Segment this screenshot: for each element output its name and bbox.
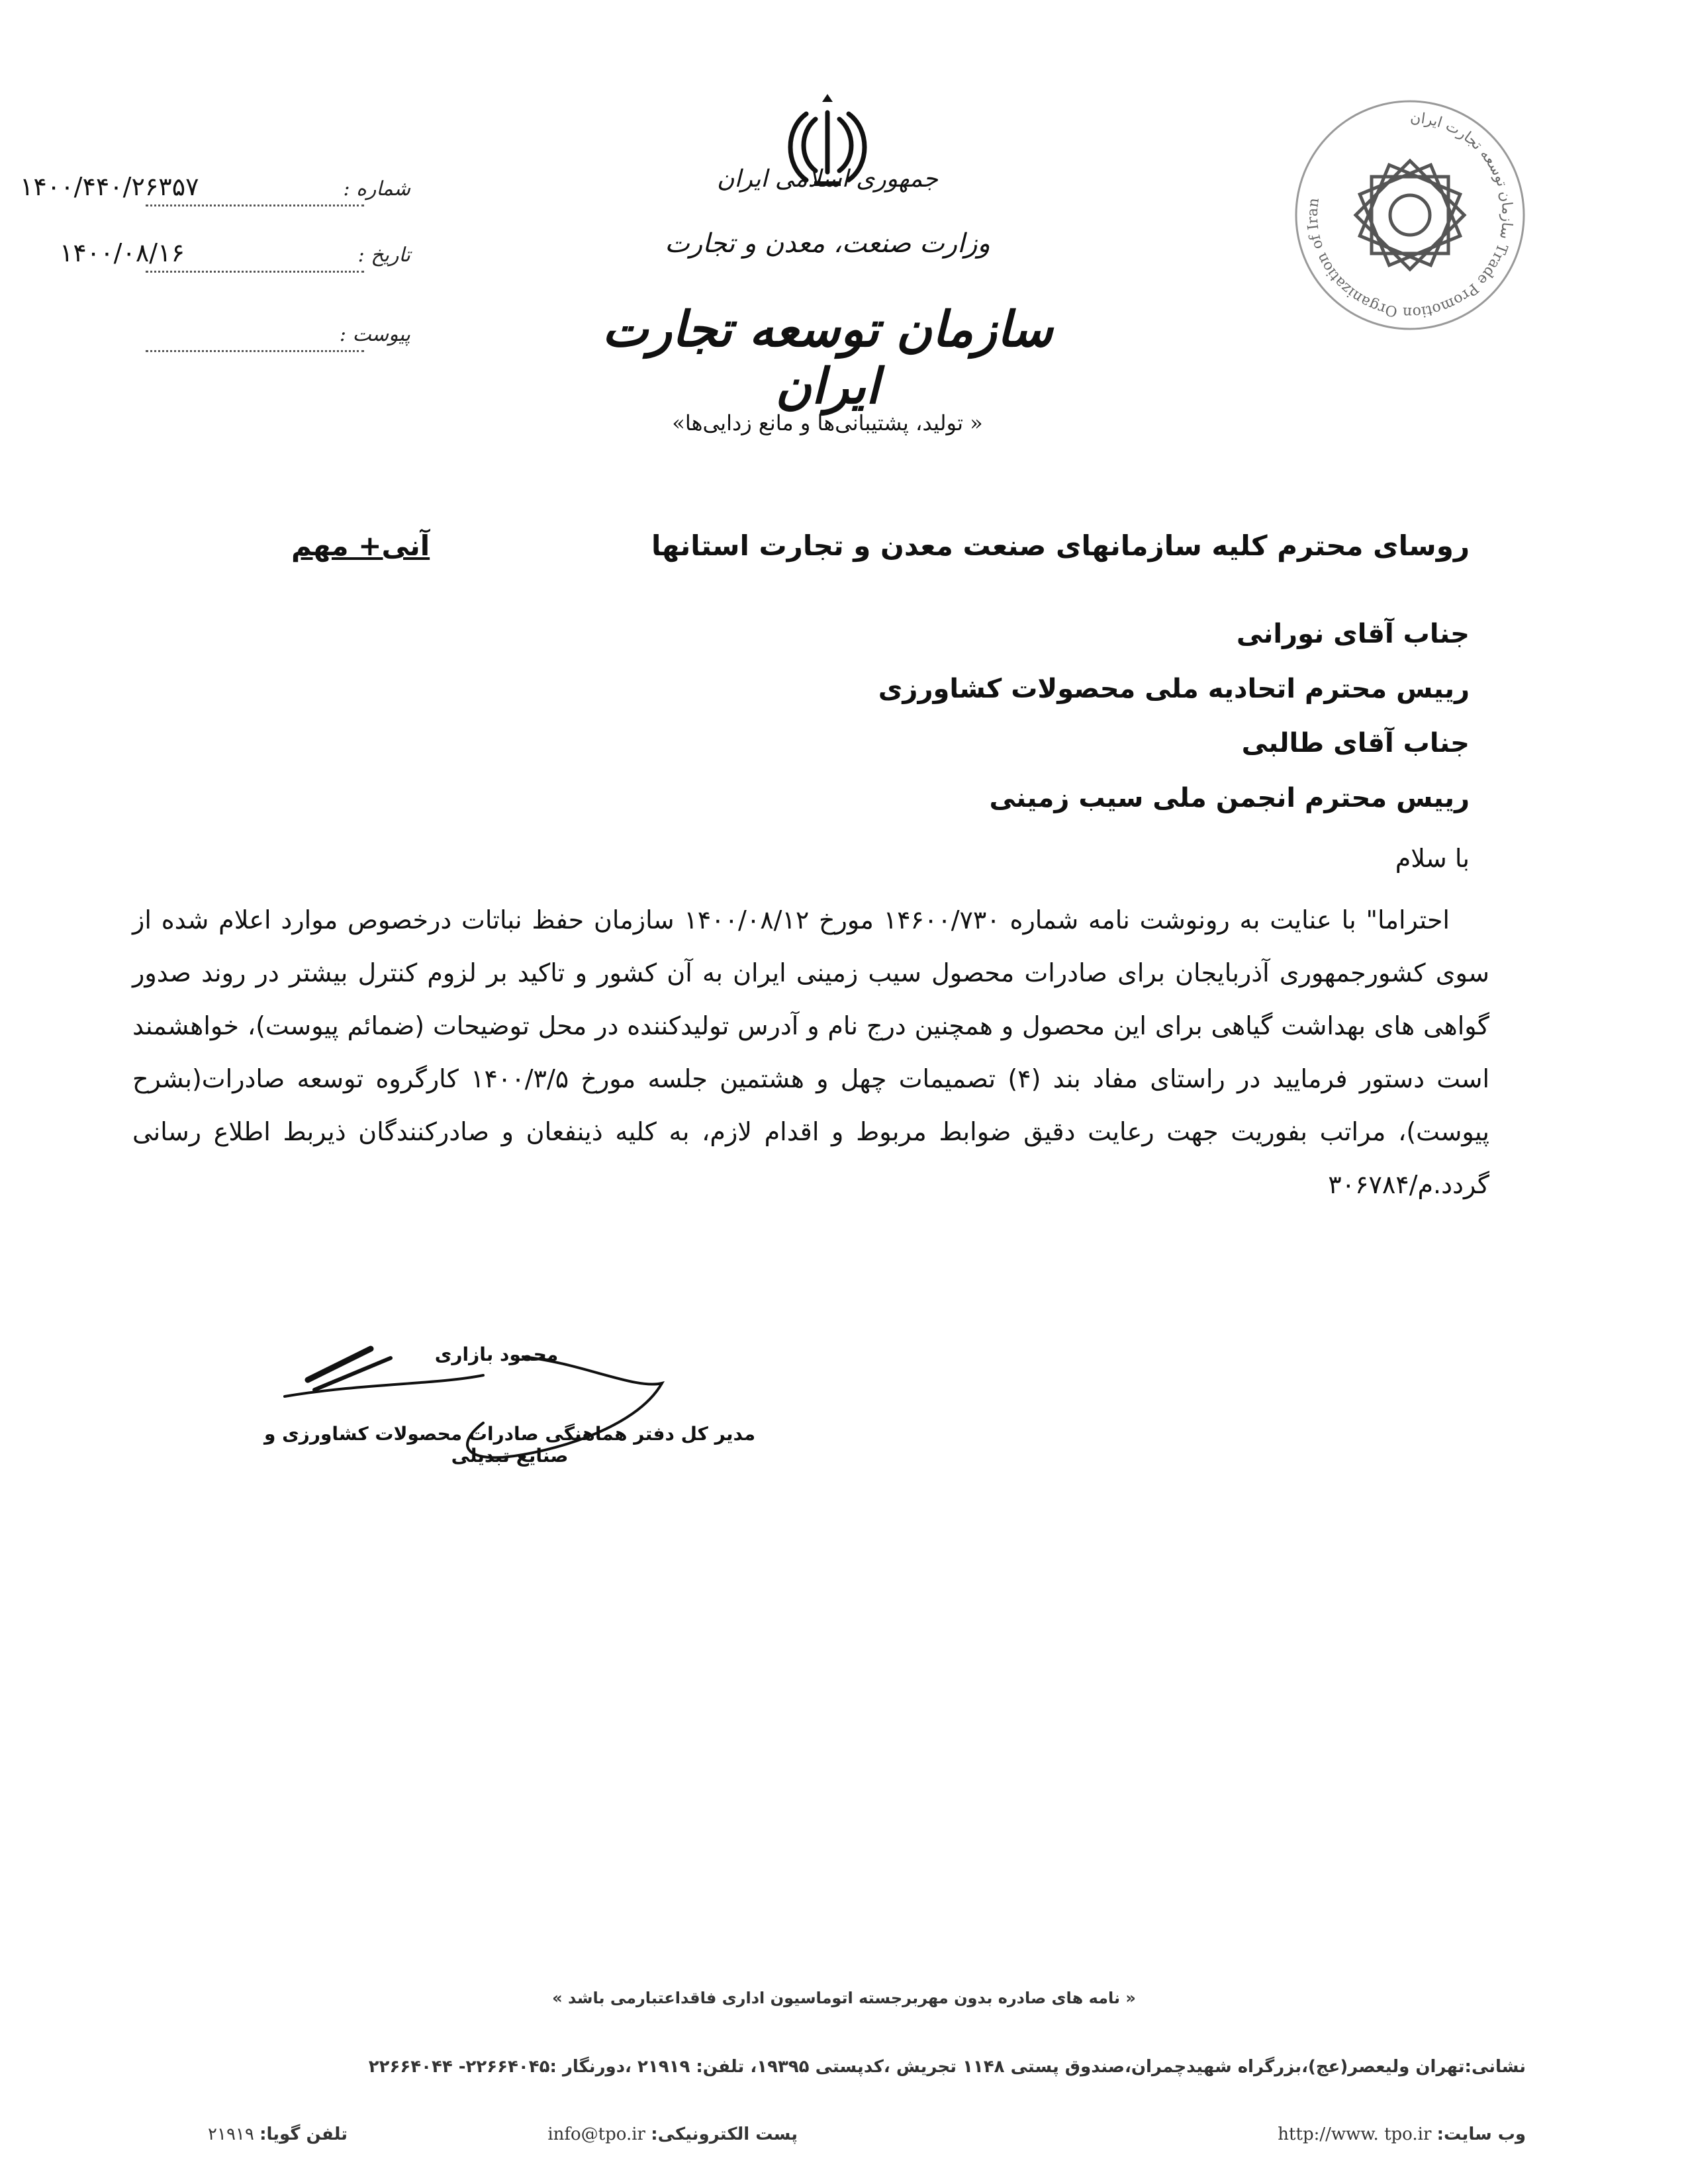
ministry-title: وزارت صنعت، معدن و تجارت bbox=[665, 228, 990, 259]
letter-number: شماره : ۱۴۰۰/۴۴۰/۲۶۳۵۷ bbox=[132, 177, 410, 210]
website-link[interactable]: http://www. tpo.ir bbox=[1278, 2124, 1432, 2144]
letter-date: تاریخ : ۱۴۰۰/۰۸/۱۶ bbox=[132, 244, 410, 277]
addressee-3: جناب آقای طالبی bbox=[1241, 728, 1470, 758]
recipients-line: روسای محترم کلیه سازمانهای صنعت معدن و تجارت استانها bbox=[651, 529, 1470, 562]
attachment-dotted-line bbox=[146, 350, 364, 352]
footer-email: پست الکترونیکی: info@tpo.ir bbox=[547, 2124, 798, 2144]
email-link[interactable]: info@tpo.ir bbox=[547, 2124, 645, 2144]
footer-address: نشانی:تهران ولیعصر(عج)،بزرگراه شهیدچمران،صندوق پستی ۱۱۴۸ تجریش ،کدپستی ۱۹۳۹۵، تلفن: ۲۱۹۱۹ ،دورنگار :۲۲۶۶۴۰۴۵- ۲۲۶۶۴۰۴۴ bbox=[368, 2057, 1526, 2077]
signatory-title: مدیر کل دفتر هماهنگی صادرات محصولات کشاورزی و صنایع تبدیلی bbox=[263, 1423, 756, 1467]
addressee-1: جناب آقای نورانی bbox=[1236, 619, 1470, 649]
letter-number-value: ۱۴۰۰/۴۴۰/۲۶۳۵۷ bbox=[20, 172, 199, 201]
footer-phone: تلفن گویا: ۲۱۹۱۹ bbox=[208, 2124, 348, 2144]
footer-contact bbox=[169, 2124, 1526, 2151]
tpo-logo bbox=[1291, 96, 1529, 334]
letter-date-value: ۱۴۰۰/۰۸/۱۶ bbox=[60, 238, 185, 267]
number-dotted-line bbox=[146, 205, 364, 206]
footer-website: وب سایت: http://www. tpo.ir bbox=[1278, 2124, 1526, 2144]
signatory-name: محمود بازاری bbox=[434, 1343, 559, 1365]
svg-text:سازمان توسعه تجارت ایران Tra: سازمان توسعه تجارت ایران Trade Promotion Organization of Iran bbox=[1304, 109, 1516, 321]
date-dotted-line bbox=[146, 271, 364, 273]
phone-number: ۲۱۹۱۹ bbox=[208, 2124, 254, 2144]
addressee-2: رییس محترم اتحادیه ملی محصولات کشاورزی bbox=[878, 674, 1470, 704]
priority-label: آنی+ مهم bbox=[291, 529, 430, 562]
slogan: « تولید، پشتیبانی‌ها و مانع زدایی‌ها» bbox=[672, 410, 983, 435]
organization-title: سازمان توسعه تجارت ایران bbox=[602, 301, 1053, 415]
letter-attachment: پیوست : bbox=[132, 323, 410, 356]
letter-body: احتراما" با عنایت به رونوشت نامه شماره ۱۴۶۰۰/۷۳۰ مورخ ۱۴۰۰/۰۸/۱۲ سازمان حفظ نباتات درخصوص موارد اعلام شده از سوی کشورجمهوری آذربایجان برای صادرات محصول سیب زمینی ایران به آن کشور و تاکید بر لزوم کنترل بیشتر در روند صدور گواهی های بهداشت گیاهی برای این محصول و همچنین درج نام و آدرس تولیدکننده در محل توضیحات (ضمائم پیوست)، خواهشمند است دستور فرمایید در راستای مفاد بند (۴) تصمیمات چهل و هشتمین جلسه مورخ ۱۴۰۰/۳/۵ کارگروه توسعه صادرات(بشرح پیوست)، مراتب بفوریت جهت رعایت دقیق ضوابط مربوط و اقدام لازم، به کلیه ذینفعان و صادرکنندگان ذیربط اطلاع رسانی گردد.م/۳۰۶۷۸۴ bbox=[132, 905, 1490, 1199]
addressee-4: رییس محترم انجمن ملی سیب زمینی bbox=[989, 783, 1470, 813]
republic-title: جمهوری اسلامی ایران bbox=[717, 165, 938, 193]
footer-note: « نامه های صادره بدون مهربرجسته اتوماسیون اداری فاقداعتبارمی باشد » bbox=[552, 1989, 1136, 2007]
greeting: با سلام bbox=[1395, 844, 1470, 873]
